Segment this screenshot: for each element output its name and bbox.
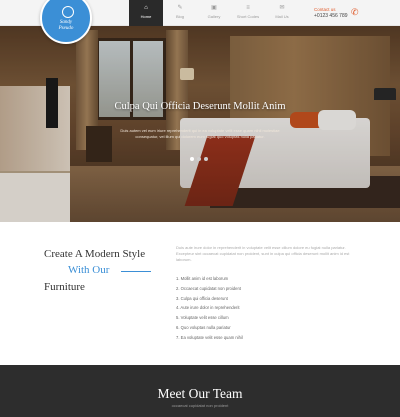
nav-gallery[interactable]	[197, 0, 231, 26]
about-heading-line3: Furniture	[44, 281, 85, 293]
codes-icon: ≡	[246, 5, 250, 11]
mail-icon: ✉	[279, 5, 285, 11]
contact-info	[314, 7, 348, 19]
hero-title: Culpa Qui Officia Deserunt Mollit Anim	[114, 101, 286, 112]
hero-subtitle: Duis autem vel eum iriure reprehenderit qui in ea voluptate velit esse quam nihil molestiae consequatur, vel illum qui dolorem eum fugiat quo voluptas nulla pariatur.	[120, 128, 280, 139]
about-paragraph: Duis aute irure dolor in reprehenderit in voluptate velit esse cillum dolore eu fugiat nulla pariatur. Excepteur sint occaecat cupidatat non proident, sunt in culpa qui officia deserunt mollit anim id est laborum.	[176, 245, 350, 262]
list-item: 1. Mollit anim id est laborum	[176, 276, 229, 281]
feature-list	[176, 274, 243, 343]
about-heading-line2: With Our	[68, 264, 110, 276]
logo-text-2: Pseudo	[58, 26, 74, 31]
nav-mail-us-label: Mail Us	[275, 14, 289, 19]
team-title: Meet Our Team	[157, 386, 243, 401]
nav-home-label: Home	[140, 14, 152, 19]
main-nav	[129, 0, 299, 26]
nav-home[interactable]	[129, 0, 163, 26]
gallery-icon: ▣	[211, 5, 217, 11]
home-icon: ⌂	[144, 5, 148, 11]
nav-short-codes-label: Short Codes	[236, 14, 260, 19]
slider-dot-1[interactable]	[190, 157, 194, 161]
nav-mail-us[interactable]	[265, 0, 299, 26]
logo-text-1: Sandy	[59, 20, 73, 25]
list-item: 6. Quo voluptas nulla pariatur	[176, 324, 231, 330]
logo-emblem-icon	[62, 6, 74, 18]
nav-blog[interactable]	[163, 0, 197, 26]
list-item: 4. Aute irure dolor in reprehenderit	[176, 305, 240, 311]
contact-phone[interactable]: +0123 456 789	[314, 13, 348, 19]
list-item: 2. Occaecat cupidatat non proident	[176, 285, 241, 291]
nav-gallery-label: Gallery	[207, 14, 221, 19]
nav-short-codes[interactable]	[231, 0, 265, 26]
list-item: 3. Culpa qui officia deserunt	[176, 295, 228, 301]
slider-dot-3[interactable]	[204, 157, 208, 161]
about-heading-line1: Create A Modern Style	[44, 248, 146, 260]
blog-icon: ✎	[177, 5, 183, 11]
heading-divider	[121, 271, 151, 272]
nav-blog-label: Blog	[175, 14, 184, 19]
contact-label: Contact us	[314, 7, 336, 12]
slider-dot-2[interactable]	[197, 157, 201, 161]
team-subtitle: occaecat cupidatat non proident	[171, 403, 229, 408]
list-item: 5. Voluptate velit esse cillum	[176, 315, 229, 321]
phone-icon: ✆	[351, 7, 359, 17]
hero-slider	[0, 26, 400, 222]
hero-overlay	[0, 26, 400, 222]
slider-dots	[190, 157, 208, 161]
list-item: 7. Ea voluptate velit esse quam nihil	[176, 334, 243, 340]
